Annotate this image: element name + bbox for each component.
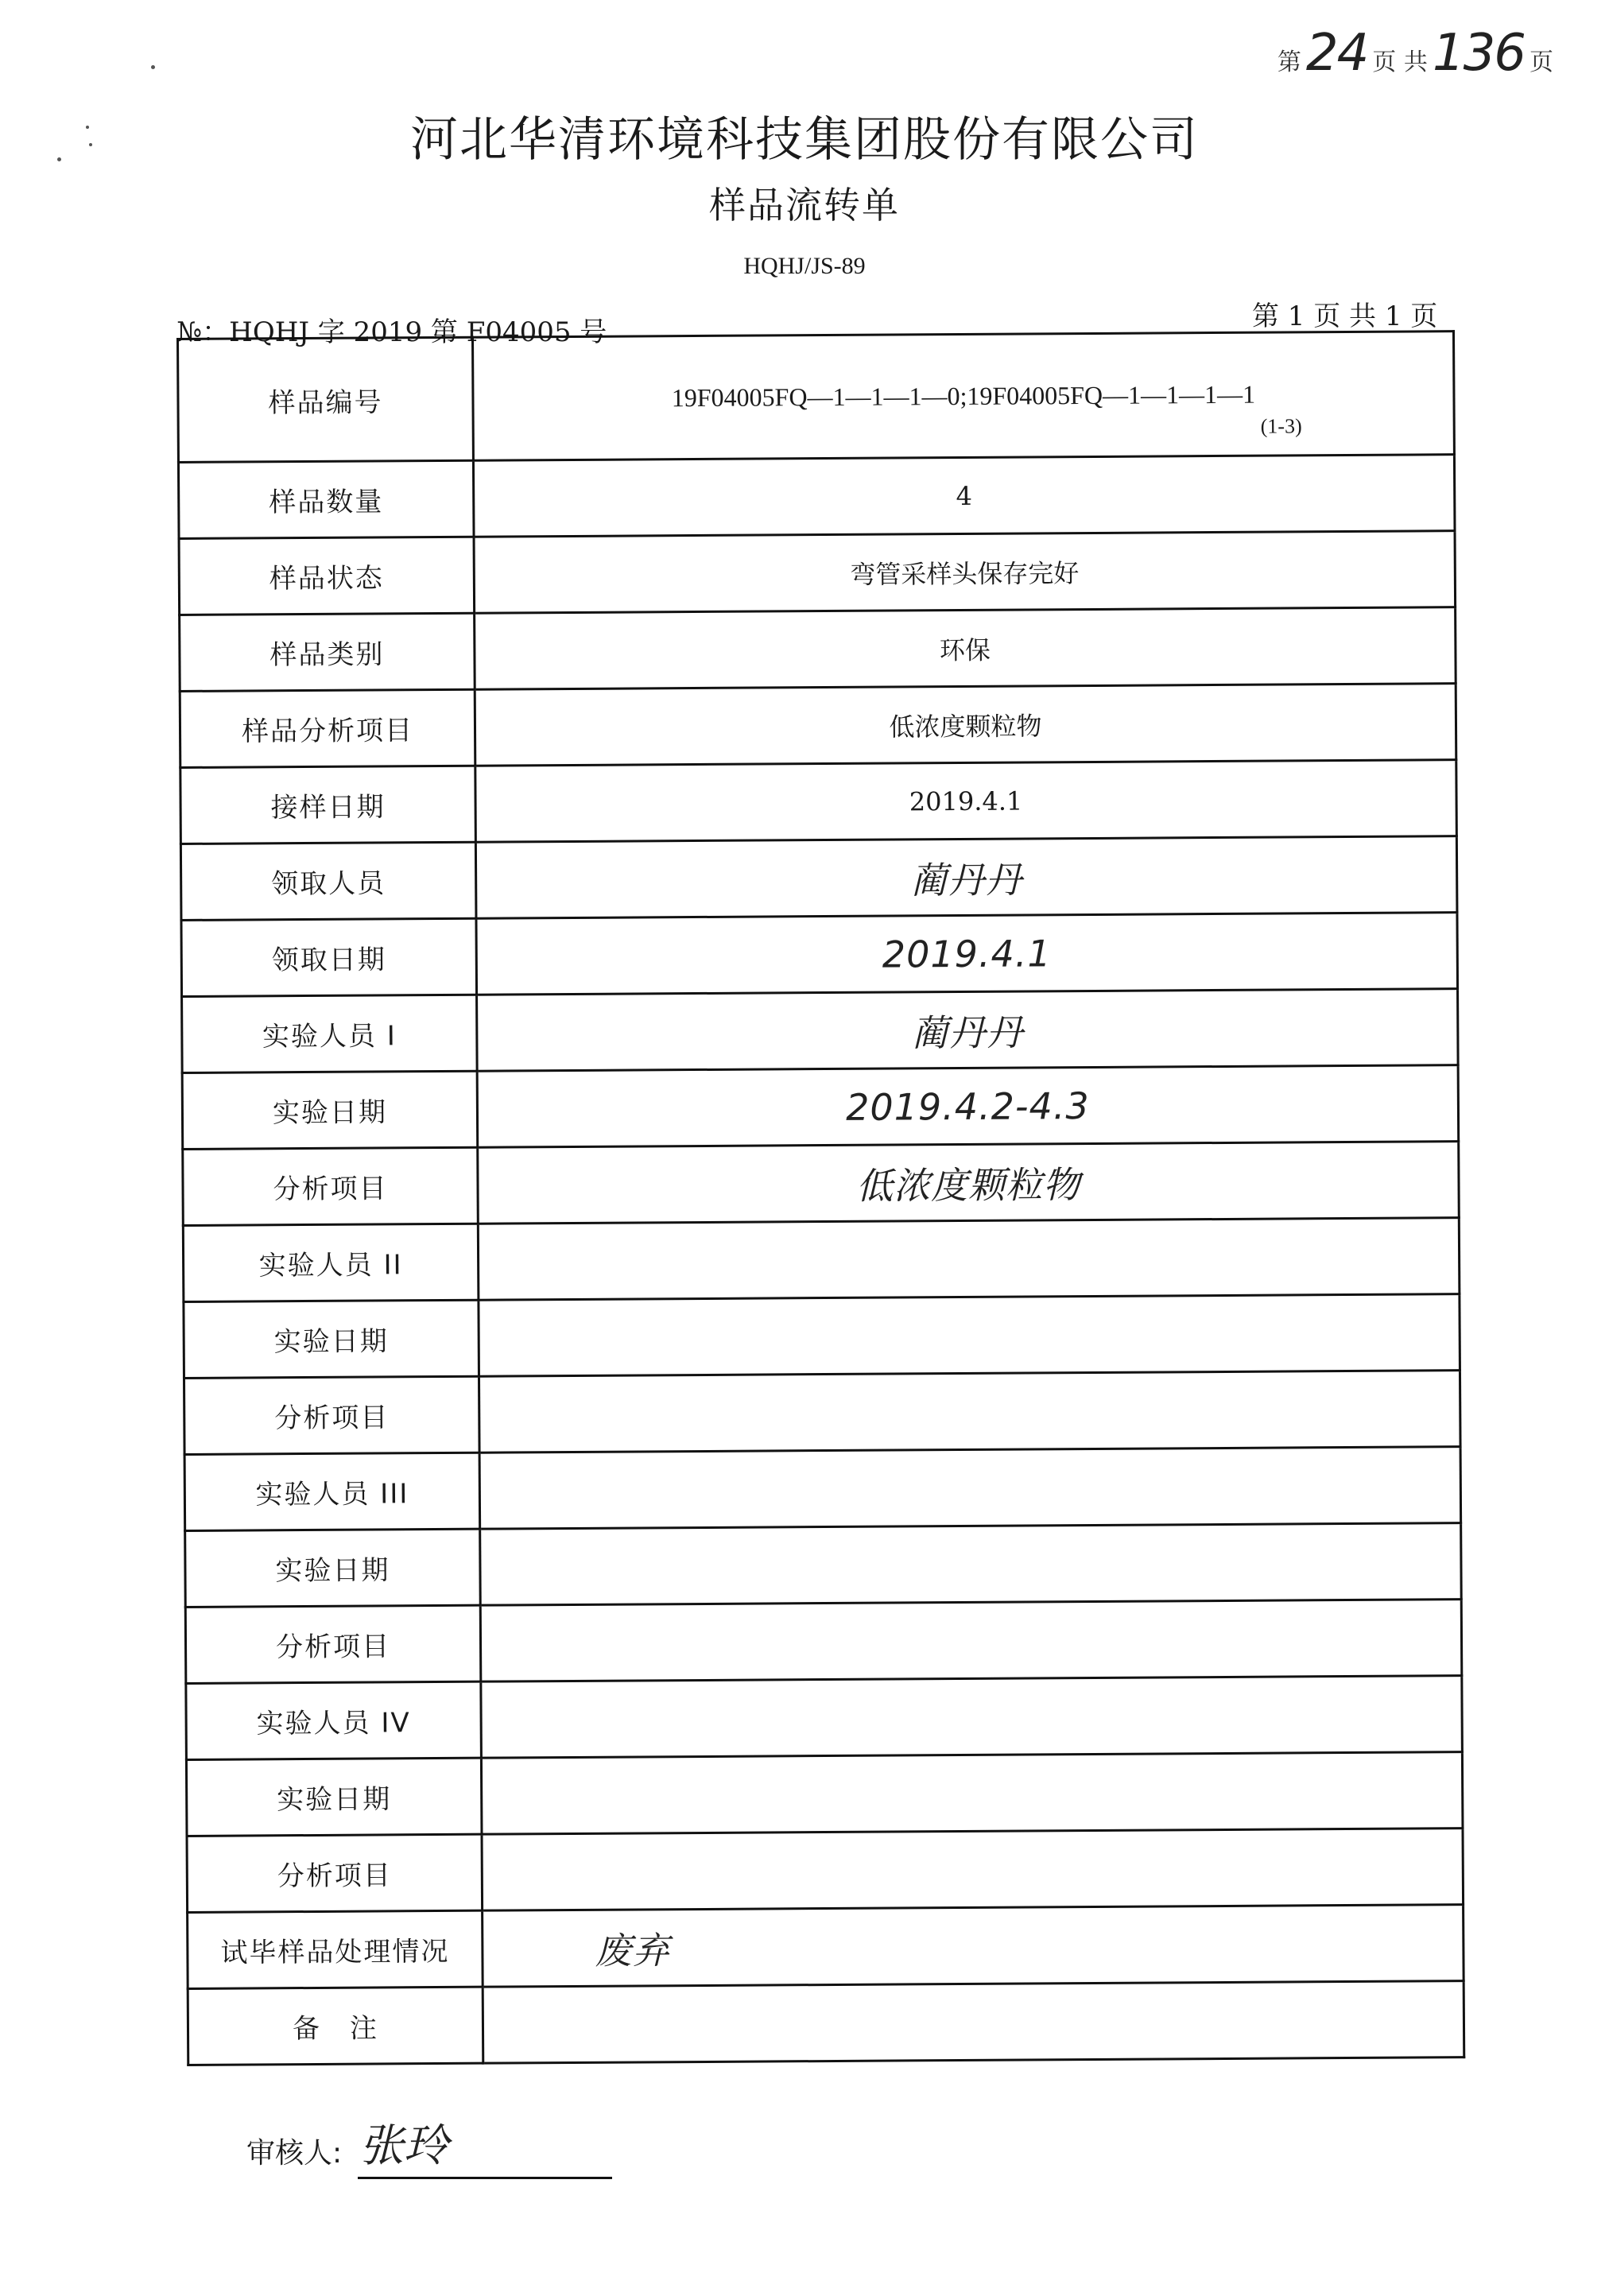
table-row	[187, 1829, 1464, 1913]
sample-id-text: 19F04005FQ—1—1—1—0;19F04005FQ—1—1—1—1	[671, 379, 1256, 413]
page-counter-middle: 页 共	[1372, 48, 1428, 76]
table-row	[181, 913, 1458, 997]
row-value	[478, 1218, 1460, 1301]
sample-id-suffix: (1-3)	[1260, 414, 1302, 438]
row-label: 分析项目	[187, 1834, 483, 1912]
row-value	[479, 1294, 1460, 1377]
row-label: 实验人员 II	[183, 1224, 479, 1301]
row-label: 实验日期	[182, 1071, 478, 1149]
row-label: 分析项目	[184, 1376, 479, 1454]
row-label: 分析项目	[183, 1147, 479, 1225]
table-row	[182, 989, 1459, 1073]
page-counter	[1278, 24, 1553, 83]
table-row	[188, 1905, 1464, 1989]
table-row	[188, 1981, 1464, 2065]
row-label: 样品分析项目	[180, 689, 475, 767]
signature-line	[358, 2177, 612, 2179]
document-number: №：HQHJ 字 2019 第 F04005 号	[176, 316, 607, 348]
table-row	[184, 1294, 1460, 1379]
form-title: 样品流转单	[709, 184, 900, 227]
table-row	[184, 1371, 1460, 1455]
row-value	[481, 1676, 1463, 1759]
row-value-handwritten: 废弃	[483, 1905, 1464, 1988]
scan-speck	[151, 65, 155, 69]
row-label: 接样日期	[180, 766, 476, 844]
page-counter-suffix: 页	[1530, 48, 1553, 76]
table-row	[183, 1142, 1460, 1226]
row-label: 领取人员	[180, 842, 476, 920]
table-row	[186, 1752, 1463, 1836]
row-value: 弯管采样头保存完好	[474, 531, 1456, 614]
row-label: 样品类别	[180, 613, 475, 691]
page-counter-current: 24	[1305, 24, 1368, 83]
table-row	[180, 684, 1456, 768]
table-row	[179, 531, 1456, 615]
row-label: 实验日期	[186, 1758, 482, 1836]
row-label: 样品数量	[178, 460, 474, 538]
row-value	[479, 1447, 1461, 1530]
row-label: 实验日期	[184, 1300, 479, 1378]
row-label: 实验日期	[185, 1529, 481, 1607]
row-value	[479, 1371, 1460, 1453]
table-row	[186, 1676, 1463, 1760]
row-value	[482, 1829, 1464, 1911]
row-label: 分析项目	[185, 1605, 481, 1683]
page-counter-prefix: 第	[1277, 48, 1301, 76]
page-counter-total: 136	[1432, 24, 1525, 83]
row-label: 试毕样品处理情况	[188, 1910, 483, 1988]
table-row	[182, 1065, 1459, 1150]
row-value-handwritten: 2019.4.2-4.3	[477, 1065, 1459, 1148]
page-info: 第 1 页 共 1 页	[1252, 301, 1438, 332]
table-row	[178, 455, 1455, 539]
table-row	[180, 607, 1456, 692]
sample-transfer-table	[176, 330, 1465, 2066]
table-row	[180, 760, 1457, 844]
row-label: 样品状态	[179, 537, 475, 615]
row-value-handwritten: 低浓度颗粒物	[478, 1142, 1460, 1224]
reviewer-label: 审核人:	[246, 2137, 343, 2170]
row-label: 实验人员 IV	[186, 1681, 482, 1759]
company-name: 河北华清环境科技集团股份有限公司	[410, 112, 1199, 168]
row-value-sample-id	[473, 332, 1455, 461]
row-label: 实验人员 III	[184, 1452, 480, 1530]
row-label: 实验人员 I	[182, 995, 478, 1072]
reviewer-signature: 张玲	[359, 2120, 448, 2172]
table-row	[185, 1523, 1462, 1608]
row-value: 环保	[475, 607, 1456, 690]
row-value-handwritten: 蔺丹丹	[477, 989, 1459, 1072]
row-value-handwritten: 蔺丹丹	[475, 836, 1457, 919]
table-row	[183, 1218, 1460, 1302]
form-code: HQHJ/JS-89	[743, 253, 866, 279]
table-row	[184, 1447, 1461, 1531]
row-value: 4	[473, 455, 1455, 537]
row-value: 2019.4.1	[475, 760, 1457, 843]
row-value	[480, 1523, 1462, 1606]
row-value: 低浓度颗粒物	[475, 684, 1456, 766]
table-row	[180, 836, 1457, 921]
row-value	[480, 1600, 1462, 1682]
row-value-handwritten: 2019.4.1	[476, 913, 1458, 995]
table-row	[178, 332, 1455, 463]
table-row	[185, 1600, 1462, 1684]
row-label: 备 注	[188, 1987, 483, 2065]
row-label: 领取日期	[181, 918, 477, 996]
row-value	[481, 1752, 1463, 1835]
row-value	[483, 1981, 1464, 2064]
row-label: 样品编号	[178, 337, 474, 462]
